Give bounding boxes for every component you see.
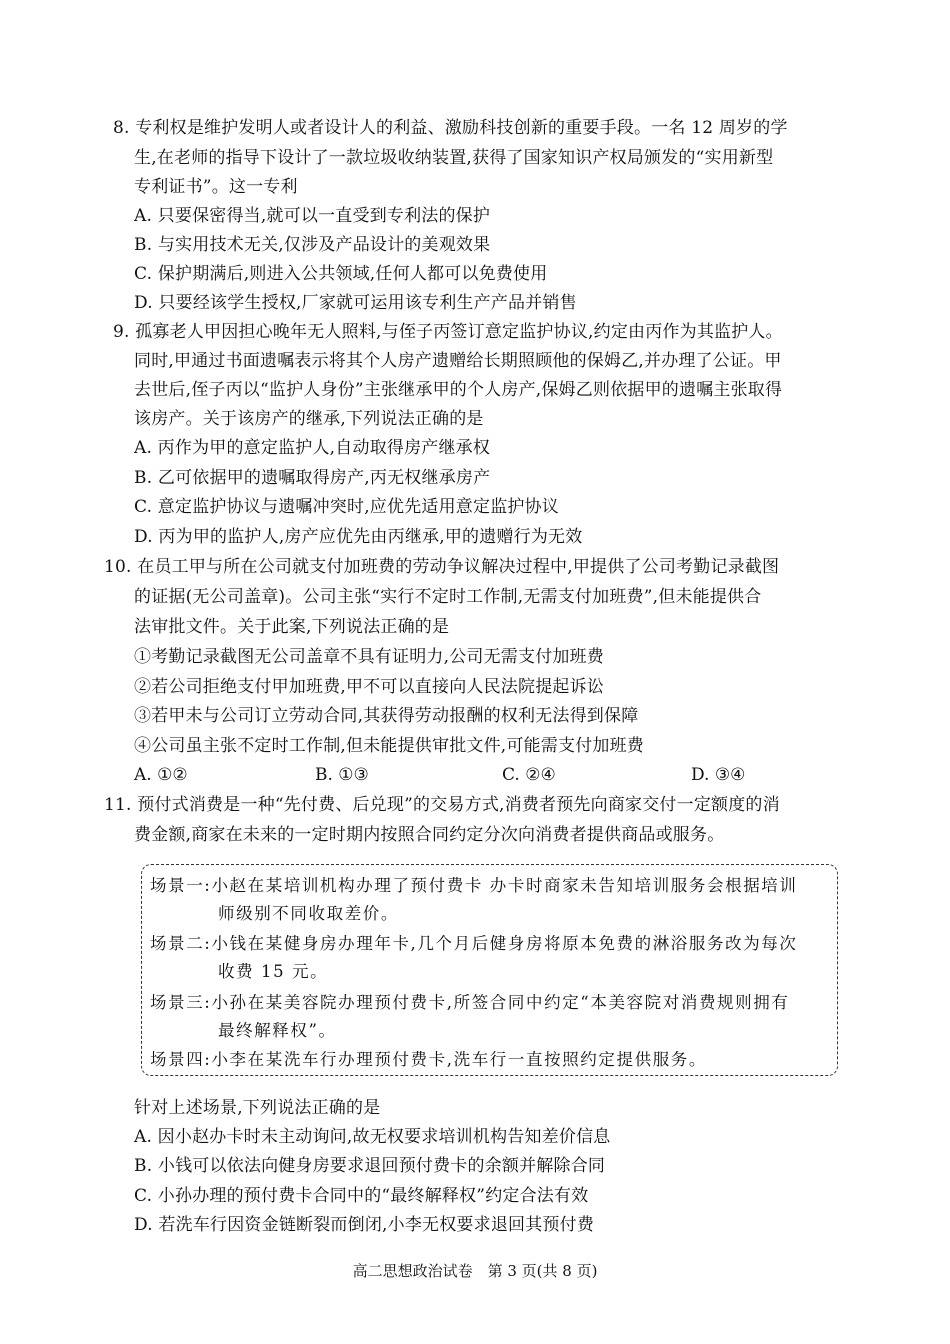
question-11-stem-line: 11. 预付式消费是一种“先付费、后兑现”的交易方式,消费者预先向商家交付一定额度的消 [104, 795, 780, 815]
question-9-option-a[interactable]: A. 丙作为甲的意定监护人,自动取得房产继承权 [134, 438, 491, 458]
question-10-stem-line: 10. 在员工甲与所在公司就支付加班费的劳动争议解决过程中,甲提供了公司考勤记录截图 [104, 557, 780, 577]
question-11-prompt: 针对上述场景,下列说法正确的是 [134, 1098, 381, 1118]
question-9-stem-line: 该房产。关于该房产的继承,下列说法正确的是 [134, 409, 484, 429]
question-9-option-c[interactable]: C. 意定监护协议与遗嘱冲突时,应优先适用意定监护协议 [134, 497, 560, 517]
question-10-statement-1: ①考勤记录截图无公司盖章不具有证明力,公司无需支付加班费 [134, 647, 605, 667]
question-8-stem-line: 生,在老师的指导下设计了一款垃圾收纳装置,获得了国家知识产权局颁发的“实用新型 [134, 148, 774, 168]
question-11-option-d[interactable]: D. 若洗车行因资金链断裂而倒闭,小李无权要求退回其预付费 [134, 1215, 595, 1235]
question-9-stem-line: 9. 孤寡老人甲因担心晚年无人照料,与侄子丙签订意定监护协议,约定由丙作为其监护人。 [113, 322, 783, 342]
question-9-stem-line: 同时,甲通过书面遗嘱表示将其个人房产遗赠给长期照顾他的保姆乙,并办理了公证。甲 [134, 351, 782, 371]
question-10-stem-line: 法审批文件。关于此案,下列说法正确的是 [134, 617, 450, 637]
question-11-option-a[interactable]: A. 因小赵办卡时未主动询问,故无权要求培训机构告知差价信息 [134, 1127, 611, 1147]
scenario-line: 师级别不同收取差价。 [218, 904, 399, 923]
scenario-line: 最终解释权”。 [218, 1021, 337, 1040]
question-8-stem-line: 8. 专利权是维护发明人或者设计人的利益、激励科技创新的重要手段。一名 12 周岁的学 [113, 118, 788, 138]
question-10-option-a[interactable]: A. ①② [134, 765, 188, 785]
question-10-statement-3: ③若甲未与公司订立劳动合同,其获得劳动报酬的权利无法得到保障 [134, 706, 639, 726]
question-8-option-b[interactable]: B. 与实用技术无关,仅涉及产品设计的美观效果 [134, 235, 491, 255]
scenario-line: 场景一:小赵在某培训机构办理了预付费卡 办卡时商家未告知培训服务会根据培训 [150, 876, 798, 895]
question-9-option-d[interactable]: D. 丙为甲的监护人,房产应优先由丙继承,甲的遗赠行为无效 [134, 527, 583, 547]
scenario-line: 收费 15 元。 [218, 962, 329, 981]
question-8-option-a[interactable]: A. 只要保密得当,就可以一直受到专利法的保护 [134, 206, 491, 226]
question-11-option-b[interactable]: B. 小钱可以依法向健身房要求退回预付费卡的余额并解除合同 [134, 1156, 606, 1176]
question-9-stem-line: 去世后,侄子丙以“监护人身份”主张继承甲的个人房产,保姆乙则依据甲的遗嘱主张取得 [134, 380, 783, 400]
question-11-stem-line: 费金额,商家在未来的一定时期内按照合同约定分次向消费者提供商品或服务。 [134, 825, 725, 845]
question-10-option-c[interactable]: C. ②④ [502, 765, 556, 785]
scenario-line: 场景三:小孙在某美容院办理预付费卡,所签合同中约定“本美容院对消费规则拥有 [150, 993, 790, 1012]
page-footer: 高二思想政治试卷 第 3 页(共 8 页) [352, 1262, 598, 1280]
question-8-option-c[interactable]: C. 保护期满后,则进入公共领域,任何人都可以免费使用 [134, 264, 548, 284]
scenario-line: 场景二:小钱在某健身房办理年卡,几个月后健身房将原本免费的淋浴服务改为每次 [150, 934, 798, 953]
scenario-line: 场景四:小李在某洗车行办理预付费卡,洗车行一直按照约定提供服务。 [150, 1050, 708, 1069]
question-10-stem-line: 的证据(无公司盖章)。公司主张“实行不定时工作制,无需支付加班费”,但未能提供合 [134, 587, 762, 607]
question-10-option-b[interactable]: B. ①③ [315, 765, 369, 785]
question-10-statement-4: ④公司虽主张不定时工作制,但未能提供审批文件,可能需支付加班费 [134, 736, 645, 756]
question-10-option-d[interactable]: D. ③④ [691, 765, 746, 785]
question-11-option-c[interactable]: C. 小孙办理的预付费卡合同中的“最终解释权”约定合法有效 [134, 1186, 589, 1206]
question-10-statement-2: ②若公司拒绝支付甲加班费,甲不可以直接向人民法院提起诉讼 [134, 677, 605, 697]
question-8-option-d[interactable]: D. 只要经该学生授权,厂家就可运用该专利生产产品并销售 [134, 293, 577, 313]
question-9-option-b[interactable]: B. 乙可依据甲的遗嘱取得房产,丙无权继承房产 [134, 468, 491, 488]
question-8-stem-line: 专利证书”。这一专利 [134, 177, 298, 197]
